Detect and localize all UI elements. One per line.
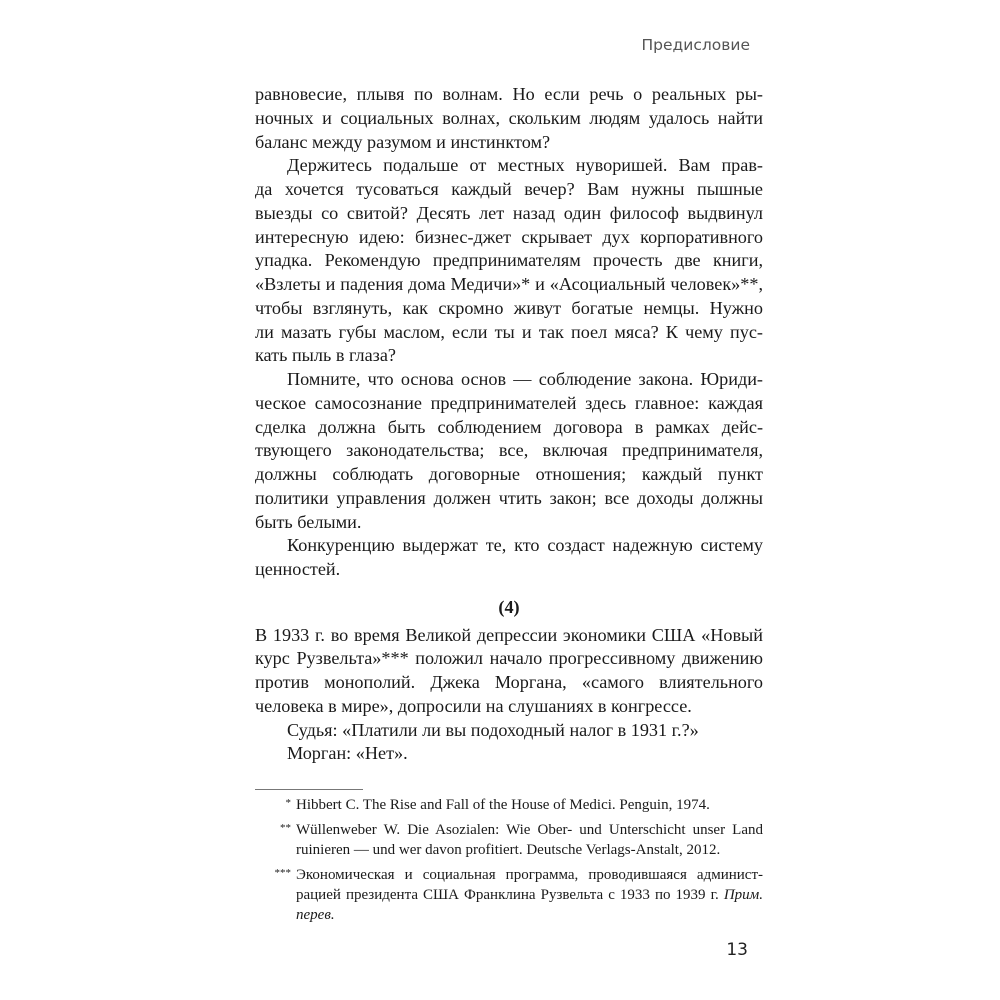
paragraph [255, 83, 763, 154]
footnote-line [296, 840, 763, 860]
paragraph [255, 624, 763, 719]
text-line: ценностей. [255, 559, 341, 579]
text-line: упадка. Рекомендую предпринимателям прочесть две книги, [255, 250, 763, 271]
text-line: Конкуренцию выдержат те, кто создаст надежную систему [287, 535, 763, 556]
paragraphs-block [255, 83, 763, 582]
text-line: Держитесь подальше от местных нуворишей. Вам прав- [287, 155, 763, 176]
text-line: должны соблюдать договорные отношения; каждый пункт [255, 464, 763, 484]
main-text [255, 83, 763, 766]
paragraph [255, 534, 763, 582]
paragraph [255, 368, 763, 534]
text-line: выезды со свитой? Десять лет назад один философ выдвинул [255, 202, 763, 223]
footnote-italic: Прим. [723, 887, 763, 903]
footnote-line-text: рацией президента США Франклина Рузвельта с 1933 по 1939 г. [296, 887, 719, 903]
footnote-line-text: Hibbert C. The Rise and Fall of the House of Medici. Penguin, 1974. [296, 797, 710, 813]
footnote-line [296, 905, 763, 925]
text-line: курс Рузвельта»*** положил начало прогрессивному движению [255, 648, 763, 669]
text-line: человека в мире», допросили на слушаниях в конгрессе. [255, 695, 692, 716]
text-line: политики управления должен чтить закон; все доходы должны [255, 487, 763, 508]
footnote-text [296, 820, 763, 860]
section-heading: (4) [498, 596, 520, 617]
text-line: «Взлеты и падения дома Медичи»* и «Асоциальный человек»**, [255, 274, 763, 294]
text-line: ческое самосознание предпринимателей здесь главное: каждая [255, 392, 763, 413]
footnote-text [296, 865, 763, 925]
text-line: Судья: «Платили ли вы подоходный налог в 1931 г.?» [287, 719, 699, 740]
paragraph [255, 742, 763, 766]
footnote-line [296, 820, 763, 840]
footnote-text [296, 795, 763, 815]
text-line: ли мазать губы маслом, если ты и так поел мяса? К чему пус- [255, 321, 763, 342]
footnote-mark: *** [274, 867, 291, 879]
footnote-mark: * [285, 797, 291, 809]
running-title: Предисловие [641, 36, 750, 54]
footnote-divider [255, 789, 363, 790]
footnote-italic: перев. [296, 907, 335, 923]
text-line: быть белыми. [255, 511, 362, 532]
footnote-line [296, 885, 763, 905]
text-line: против монополий. Джека Моргана, «самого влиятельного [255, 672, 763, 692]
footnote-line [296, 865, 763, 885]
text-line: равновесие, плывя по волнам. Но если речь о реальных ры- [255, 84, 763, 104]
text-line: твующего законодательства; все, включая предпринимателя, [255, 440, 763, 461]
text-line: Морган: «Нет». [287, 743, 408, 764]
section-paragraphs-block [255, 624, 763, 767]
footnote [255, 795, 763, 815]
page-number: 13 [726, 940, 748, 960]
footnote [255, 820, 763, 860]
footnote-line-text: Экономическая и социальная программа, проводившаяся админист- [296, 867, 763, 883]
footnote-line-text: Wüllenweber W. Die Asozialen: Wie Ober- und Unterschicht unser Land [296, 822, 763, 838]
text-line: сделка должна быть соблюдением договора в рамках дейс- [255, 416, 763, 437]
text-line: чтобы взглянуть, как скромно живут богатые немцы. Нужно [255, 297, 763, 318]
text-line: Помните, что основа основ — соблюдение закона. Юриди- [287, 369, 763, 389]
footnote-mark: ** [280, 822, 291, 834]
footnotes [255, 795, 763, 930]
text-line: интересную идею: бизнес-джет скрывает дух корпоративного [255, 226, 763, 247]
paragraph [255, 719, 763, 743]
footnote-line [296, 795, 763, 815]
text-line: В 1933 г. во время Великой депрессии экономики США «Новый [255, 624, 763, 645]
text-line: ночных и социальных волнах, скольким людям удалось найти [255, 107, 763, 128]
text-line: да хочется тусоваться каждый вечер? Вам нужны пышные [255, 179, 763, 199]
footnote-line-text: ruinieren — und wer davon profitiert. Deutsche Verlags-Anstalt, 2012. [296, 842, 721, 858]
paragraph [255, 154, 763, 368]
footnote [255, 865, 763, 925]
text-line: кать пыль в глаза? [255, 345, 396, 366]
text-line: баланс между разумом и инстинктом? [255, 131, 551, 152]
